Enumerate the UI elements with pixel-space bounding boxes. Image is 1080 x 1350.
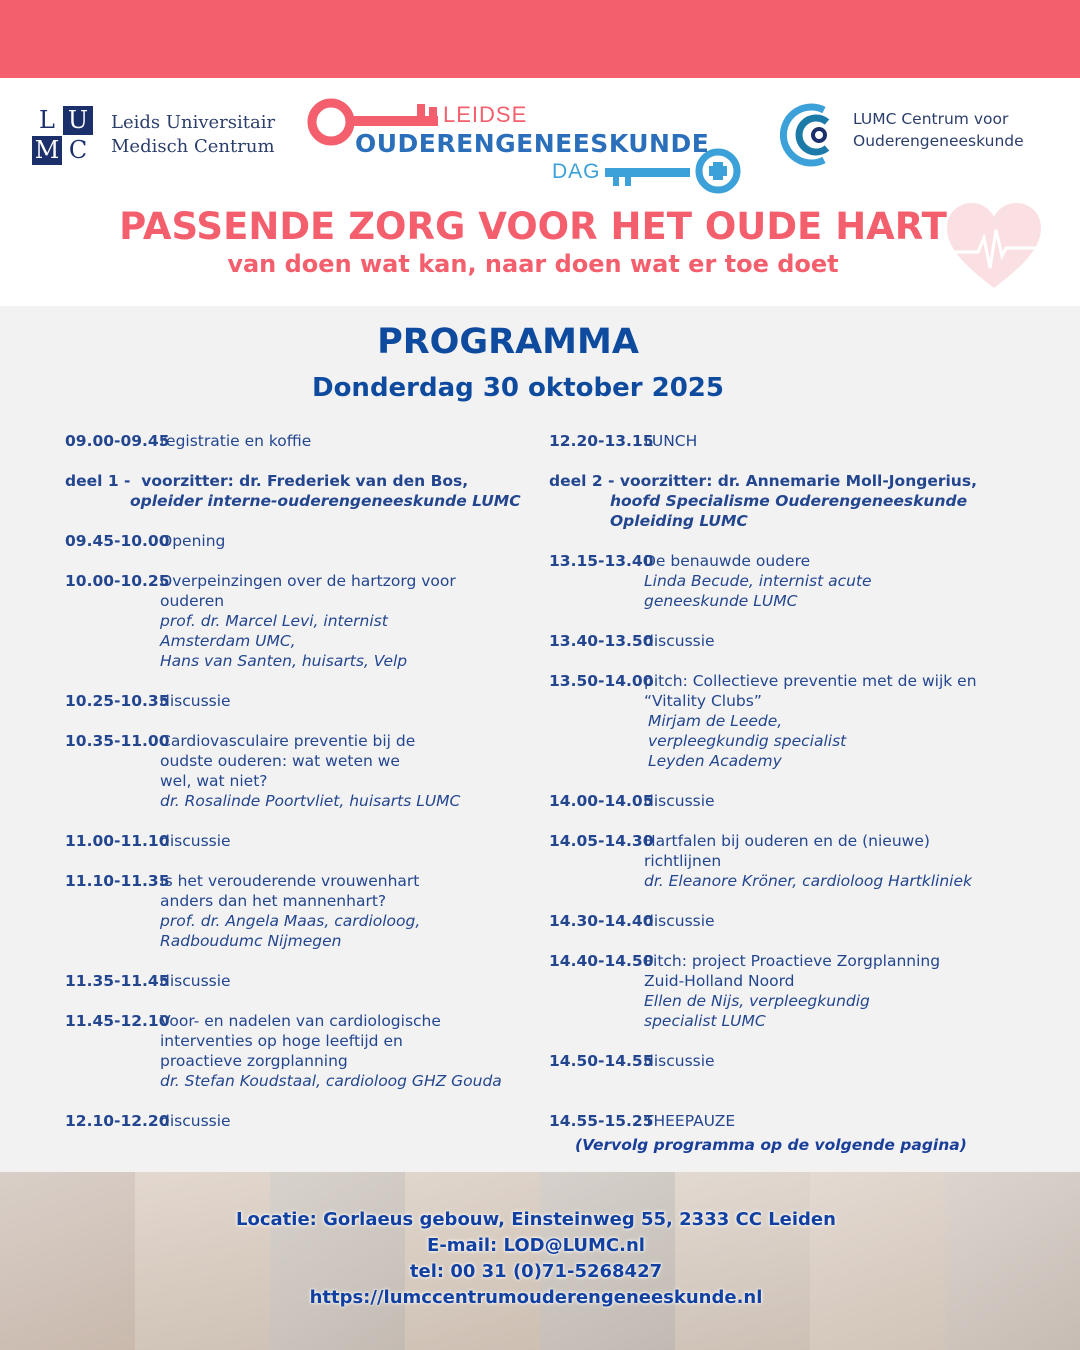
item-title: Cardiovasculaire preventie bij de oudste ouderen: wat weten we wel, wat niet? (160, 732, 416, 790)
item-speaker: prof. dr. Marcel Levi, internist Amsterdam UMC, (160, 612, 388, 650)
program-item (549, 951, 1019, 1031)
item-time: 10.00-10.25 (65, 572, 170, 590)
item-time: 10.35-11.00 (65, 732, 170, 750)
program-column-left (65, 431, 530, 1151)
lumc-letter-l: L (32, 106, 62, 135)
item-title: discussie (644, 792, 715, 810)
item-title: Pitch: project Proactieve Zorgplanning Zuid-Holland Noord (644, 952, 941, 990)
program-title: PROGRAMMA (377, 322, 639, 362)
item-title: Voor- en nadelen van cardiologische interventies op hoge leeftijd en proactieve zorgplanning (160, 1012, 441, 1070)
part-1-chair-role: opleider interne-ouderengeneeskunde LUMC (130, 492, 521, 510)
item-time: 11.35-11.45 (65, 972, 170, 990)
part-1-chair: deel 1 - voorzitter: dr. Frederiek van den Bos, (65, 472, 469, 490)
item-speaker: Mirjam de Leede, verpleegkundig specialist Leyden Academy (648, 712, 847, 770)
item-speaker: dr. Eleanore Kröner, cardioloog Hartkliniek (644, 872, 972, 890)
lod-dag: DAG (552, 160, 601, 183)
footer-website-link[interactable]: https://lumccentrumouderengeneeskunde.nl (309, 1287, 763, 1308)
top-banner (0, 0, 1080, 78)
item-title: discussie (644, 632, 715, 650)
item-speaker-2: Hans van Santen, huisarts, Velp (160, 652, 408, 670)
footer-contact (0, 1207, 1072, 1311)
program-item (65, 731, 530, 811)
item-title: discussie (160, 692, 231, 710)
lod-main: OUDERENGENEESKUNDE (355, 129, 710, 158)
lumc-name (111, 111, 296, 159)
program-item (549, 1111, 1019, 1131)
item-speaker: dr. Stefan Koudstaal, cardioloog GHZ Gouda (160, 1072, 502, 1090)
item-title: THEEPAUZE (644, 1112, 736, 1130)
program-item (65, 1011, 530, 1091)
program-item (549, 911, 1019, 931)
program-item (65, 831, 530, 851)
item-speaker: Linda Becude, internist acute geneeskunde LUMC (644, 572, 872, 610)
program-item (549, 671, 1019, 771)
part-2-chair-role: hoofd Specialisme Ouderengeneeskunde (610, 492, 968, 510)
program-date: Donderdag 30 oktober 2025 (311, 373, 724, 403)
item-title: discussie (644, 1052, 715, 1070)
program-item (549, 631, 1019, 651)
program-item (65, 571, 530, 671)
item-time: 11.45-12.10 (65, 1012, 170, 1030)
item-time: 10.25-10.35 (65, 692, 170, 710)
event-subtitle: van doen wat kan, naar doen wat er toe doet (227, 250, 839, 278)
item-speaker: dr. Rosalinde Poortvliet, huisarts LUMC (160, 792, 461, 810)
item-time: 12.10-12.20 (65, 1112, 170, 1130)
item-time: 09.00-09.45 (65, 432, 170, 450)
item-title: Is het verouderende vrouwenhart anders dan het mannenhart? (160, 872, 420, 910)
lumc-name-line2: Medisch Centrum (111, 136, 275, 157)
item-speaker: prof. dr. Angela Maas, cardioloog, Radboudumc Nijmegen (160, 912, 421, 950)
item-time: 14.30-14.40 (549, 912, 654, 930)
program-item (65, 531, 530, 551)
item-title: De benauwde oudere (644, 552, 811, 570)
item-time: 11.00-11.10 (65, 832, 170, 850)
item-time: 14.55-15.25 (549, 1112, 654, 1130)
item-title: discussie (644, 912, 715, 930)
item-title: discussie (160, 832, 231, 850)
event-title: PASSENDE ZORG VOOR HET OUDE HART (119, 205, 947, 248)
item-title: LUNCH (644, 432, 698, 450)
program-item (549, 791, 1019, 811)
program-item (549, 831, 1019, 891)
program-item (65, 431, 530, 451)
item-time: 13.50-14.00 (549, 672, 654, 690)
program-item (549, 1051, 1019, 1071)
program-item (65, 1111, 530, 1131)
item-time: 13.40-13.50 (549, 632, 654, 650)
item-time: 13.15-13.40 (549, 552, 654, 570)
lumc-letter-c: C (63, 136, 93, 165)
cco-name (853, 108, 1063, 152)
lumc-logo (32, 106, 94, 166)
item-time: 11.10-11.35 (65, 872, 170, 890)
lod-leidse: LEIDSE (443, 102, 528, 127)
item-time: 14.40-14.50 (549, 952, 654, 970)
footer-email[interactable]: E-mail: LOD@LUMC.nl (427, 1235, 645, 1256)
part-2-chair: deel 2 - voorzitter: dr. Annemarie Moll-Jongerius, (549, 472, 977, 490)
item-title: pitch: Collectieve preventie met de wijk en “Vitality Clubs” (644, 672, 977, 710)
item-time: 09.45-10.00 (65, 532, 170, 550)
program-item (65, 691, 530, 711)
cco-name-line1: LUMC Centrum voor (853, 110, 1009, 128)
item-title: discussie (160, 1112, 231, 1130)
program-item (549, 551, 1019, 611)
lumc-name-line1: Leids Universitair (111, 112, 276, 133)
part-1-header (65, 471, 530, 511)
lumc-letter-u: U (63, 106, 93, 135)
item-title: discussie (160, 972, 231, 990)
item-title: Hartfalen bij ouderen en de (nieuwe) richtlijnen (644, 832, 930, 870)
cco-logo-icon (780, 102, 840, 168)
item-title: Opening (160, 532, 226, 550)
program-column-right (549, 431, 1019, 1151)
item-title: Overpeinzingen over de hartzorg voor ouderen (160, 572, 456, 610)
cco-name-line2: Ouderengeneeskunde (853, 132, 1024, 150)
item-time: 14.50-14.55 (549, 1052, 654, 1070)
program-item (65, 971, 530, 991)
item-title: registratie en koffie (160, 432, 312, 450)
part-2-chair-role-2: Opleiding LUMC (610, 512, 748, 530)
footer-phone[interactable]: tel: 00 31 (0)71-5268427 (409, 1261, 663, 1282)
continued-note: (Vervolg programma op de volgende pagina) (575, 1136, 967, 1154)
program-item (549, 431, 1019, 451)
item-time: 14.00-14.05 (549, 792, 654, 810)
part-2-header (549, 471, 1019, 531)
item-speaker: Ellen de Nijs, verpleegkundig specialist LUMC (644, 992, 870, 1030)
program-item (65, 871, 530, 951)
item-time: 14.05-14.30 (549, 832, 654, 850)
footer-location: Locatie: Gorlaeus gebouw, Einsteinweg 55, 2333 CC Leiden (236, 1209, 836, 1230)
item-time: 12.20-13.15 (549, 432, 654, 450)
lumc-letter-m: M (32, 136, 62, 165)
